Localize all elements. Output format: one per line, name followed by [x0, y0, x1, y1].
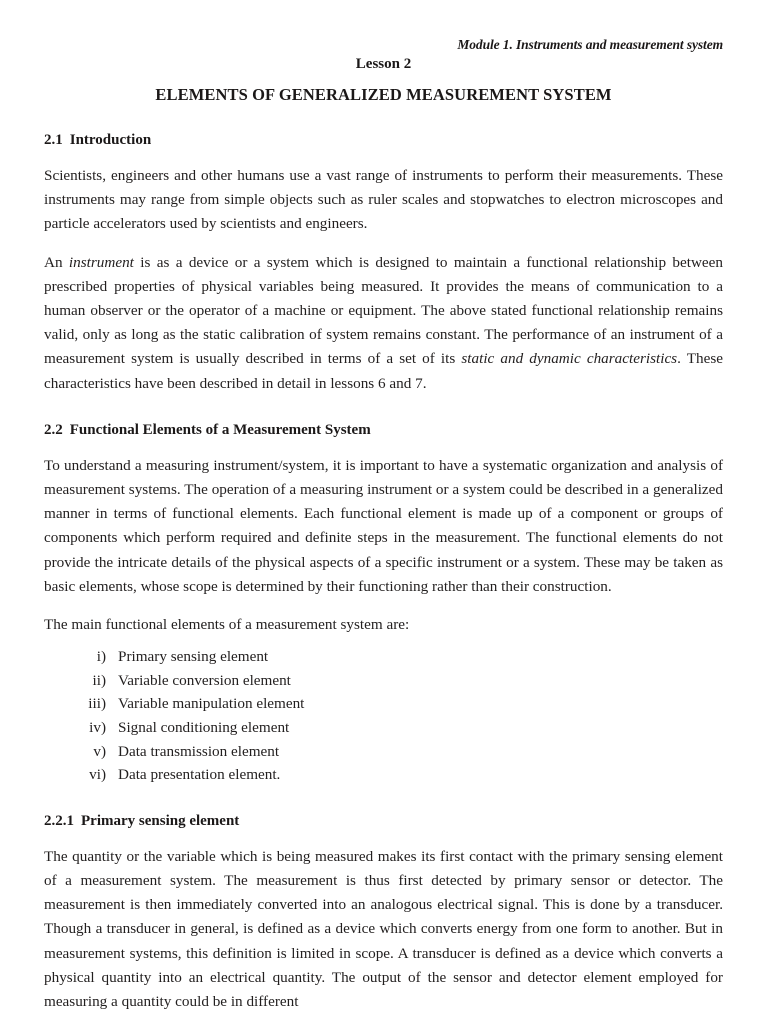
list-item	[44, 740, 723, 764]
list-item-marker: v)	[93, 742, 106, 760]
section-title: Introduction	[69, 132, 152, 148]
list-item-label: Variable manipulation element	[118, 695, 305, 713]
functional-elements-paragraph-1: To understand a measuring instrument/system, it is important to have a systematic organization and analysis of measurement systems. The operation of a measuring instrument or a system could be described in a generalized manner in terms of functional elements. Each functional element is made up of a component or groups of components which perform required and definite steps in the measurement. The functional elements do not provide the intricate details of the physical aspects of a specific instrument or a system. These may be taken as basic elements, whose scope is determined by their functioning rather than their construction.	[44, 456, 723, 595]
primary-sensing-paragraph-1: The quantity or the variable which is being measured makes its first contact with the primary sensing element of a measurement system. The measurement is thus first detected by primary sensor or detector. The measurement is then immediately converted into an analogous electrical signal. This is done by a transducer. Though a transducer in general, is defined as a device which converts energy from one form to another. But in measurement systems, this definition is limited in scope. A transducer is defined as a device which converts a physical quantity into an electrical quantity. The output of the sensor and detector element employed for measuring a quantity could be in different	[44, 847, 723, 1011]
list-item	[44, 692, 723, 716]
list-item	[44, 716, 723, 740]
intro-paragraph-2	[44, 251, 723, 396]
list-item-label: Data transmission element	[118, 742, 280, 760]
list-item	[44, 669, 723, 693]
intro-p2-part-3: . These characteristics have been described in detail in lessons 6 and 7.	[44, 350, 723, 392]
section-number: 2.1	[44, 132, 63, 148]
list-item-marker: vi)	[89, 766, 106, 784]
lesson-label: Lesson 2	[355, 56, 412, 72]
section-title: Functional Elements of a Measurement System	[69, 421, 371, 438]
section-title: Primary sensing element	[81, 812, 240, 829]
functional-elements-list-intro: The main functional elements of a measurement system are:	[44, 616, 410, 634]
intro-paragraph-1: Scientists, engineers and other humans use a vast range of instruments to perform their measurements. These instruments may range from simple objects such as ruler scales and stopwatches to electron microscopes and particle accelerators used by scientists and engineers.	[44, 167, 723, 233]
section-heading-functional-elements	[44, 420, 723, 440]
intro-p2-part-2: is as a device or a system which is designed to maintain a functional relationship between prescribed properties of physical variables being measured. It provides the means of communication to a human observer or the operator of a machine or equipment. The above stated functional relationship remains valid, only as long as the static calibration of system remains constant. The performance of an instrument of a measurement system is usually described in terms of a set of its	[44, 253, 724, 368]
list-item	[44, 763, 723, 787]
list-item-marker: iii)	[88, 695, 106, 713]
functional-elements-list	[44, 645, 723, 787]
section-number: 2.2	[44, 421, 63, 438]
section-number: 2.2.1	[44, 812, 74, 829]
list-item-label: Variable conversion element	[118, 671, 291, 689]
list-item-marker: i)	[96, 648, 106, 666]
list-item-label: Data presentation element.	[118, 766, 281, 784]
list-item	[44, 645, 723, 669]
list-item-label: Signal conditioning element	[118, 719, 290, 737]
page-title: ELEMENTS OF GENERALIZED MEASUREMENT SYSTEM	[155, 85, 612, 104]
intro-p2-emphasis-characteristics: static and dynamic characteristics	[461, 350, 678, 368]
list-item-label: Primary sensing element	[118, 648, 269, 666]
section-heading-primary-sensing-element	[44, 811, 723, 831]
running-head: Module 1. Instruments and measurement system	[457, 37, 723, 52]
intro-p2-emphasis-instrument: instrument	[68, 253, 134, 271]
intro-p2-part-1: An	[44, 253, 69, 271]
section-heading-introduction	[44, 130, 723, 150]
list-item-marker: ii)	[92, 671, 106, 689]
list-item-marker: iv)	[89, 719, 106, 737]
